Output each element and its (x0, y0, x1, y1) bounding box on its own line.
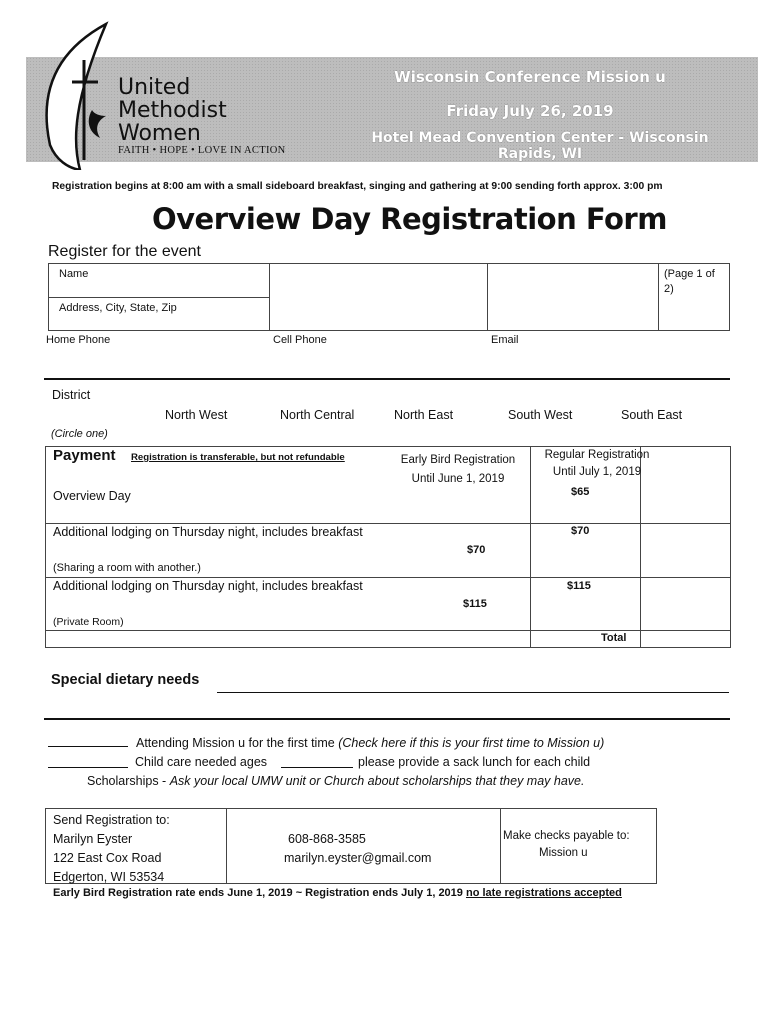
district-south-west[interactable]: South West (508, 408, 573, 422)
district-north-central[interactable]: North Central (280, 408, 355, 422)
send-name: Marilyn Eyster (53, 832, 133, 846)
first-time-blank[interactable] (48, 746, 128, 747)
dietary-line[interactable] (217, 692, 729, 693)
scholarships-label: Scholarships - (87, 774, 167, 788)
footer-text: Early Bird Registration rate ends June 1, 2019 ~ Registration ends July 1, 2019 (53, 887, 463, 899)
lodging-private-label: Additional lodging on Thursday night, includes breakfast (53, 579, 363, 593)
lodging-private-regular: $115 (567, 580, 591, 592)
child-care-blank[interactable] (48, 767, 128, 768)
regular-line2: Until July 1, 2019 (552, 466, 642, 478)
registration-note: Registration begins at 8:00 am with a small sideboard breakfast, singing and gathering at 9:00 sending forth approx. 3:00 pm (52, 181, 663, 192)
page-note: (Page 1 of 2) (664, 268, 715, 295)
lodging-shared-sub: (Sharing a room with another.) (53, 562, 201, 574)
logo-text (118, 76, 227, 145)
early-bird-line2: Until June 1, 2019 (411, 473, 505, 485)
contact-grid (48, 263, 730, 331)
payment-note: Registration is transferable, but not refundable (131, 452, 345, 463)
lodging-shared-amount-input[interactable] (641, 523, 729, 575)
circle-note: (Circle one) (51, 428, 108, 440)
total-amount-input[interactable] (641, 630, 729, 646)
send-contact (284, 830, 431, 868)
send-address (53, 811, 170, 887)
send-street: 122 East Cox Road (53, 851, 162, 865)
overview-day-regular: $65 (571, 486, 590, 498)
lodging-private-sub: (Private Room) (53, 616, 124, 628)
header-line1: Wisconsin Conference Mission u (394, 68, 666, 86)
overview-day-label: Overview Day (53, 489, 131, 503)
lodging-shared-regular: $70 (571, 525, 590, 537)
lodging-private-amount-input[interactable] (641, 577, 729, 629)
district-south-east[interactable]: South East (621, 408, 683, 422)
first-time-note: (Check here if this is your first time to Mission u) (338, 736, 605, 750)
overview-day-amount-input[interactable] (641, 447, 729, 521)
send-heading: Send Registration to: (53, 813, 170, 827)
payable-line2: Mission u (539, 847, 588, 859)
first-time-label: Attending Mission u for the first time (136, 736, 335, 750)
dietary-label: Special dietary needs (51, 672, 200, 688)
first-time-text (136, 736, 604, 750)
child-care-label: Child care needed ages (135, 755, 268, 769)
footer-note (53, 887, 622, 899)
footer-underlined: no late registrations accepted (465, 887, 622, 899)
header-line3: Hotel Mead Convention Center - Wisconsin Rapids, WI (371, 130, 709, 162)
send-city: Edgerton, WI 53534 (53, 870, 165, 884)
scholarships-note: Ask your local UMW unit or Church about scholarships that they may have. (169, 774, 585, 788)
cell-phone-label: Cell Phone (273, 334, 327, 346)
district-north-east[interactable]: North East (394, 408, 454, 422)
district-label: District (52, 388, 91, 402)
name-input-2[interactable] (489, 265, 657, 329)
logo-line2: Methodist (118, 98, 227, 123)
send-phone: 608-868-3585 (288, 832, 366, 846)
name-input[interactable] (271, 265, 485, 329)
logo-line3: Women (118, 121, 201, 146)
total-label: Total (601, 632, 627, 644)
logo-tagline: FAITH • HOPE • LOVE IN ACTION (118, 145, 286, 156)
page-title: Overview Day Registration Form (152, 202, 667, 236)
regular-line1: Regular Registration (544, 449, 650, 461)
scholarships-text (87, 774, 584, 788)
name-label: Name (59, 268, 89, 280)
early-bird-line1: Early Bird Registration (400, 454, 516, 466)
early-bird-header (394, 451, 522, 489)
dietary-line-2[interactable] (44, 718, 730, 720)
header-line2: Friday July 26, 2019 (446, 102, 614, 120)
email-label: Email (491, 334, 519, 346)
lodging-shared-early: $70 (467, 544, 486, 556)
logo-line1: United (118, 75, 191, 100)
address-label: Address, City, State, Zip (59, 302, 177, 314)
district-north-west[interactable]: North West (165, 408, 228, 422)
home-phone-label: Home Phone (46, 334, 111, 346)
send-email: marilyn.eyster@gmail.com (284, 851, 432, 865)
register-heading: Register for the event (48, 243, 201, 260)
lodging-private-early: $115 (463, 598, 487, 610)
phone-line[interactable] (44, 378, 730, 380)
payable-to (503, 828, 630, 862)
lodging-shared-label: Additional lodging on Thursday night, includes breakfast (53, 525, 363, 539)
child-care-ages-blank[interactable] (281, 767, 353, 768)
child-care-note: please provide a sack lunch for each child (358, 755, 591, 769)
payable-line1: Make checks payable to: (503, 830, 630, 842)
payment-label: Payment (53, 447, 116, 464)
